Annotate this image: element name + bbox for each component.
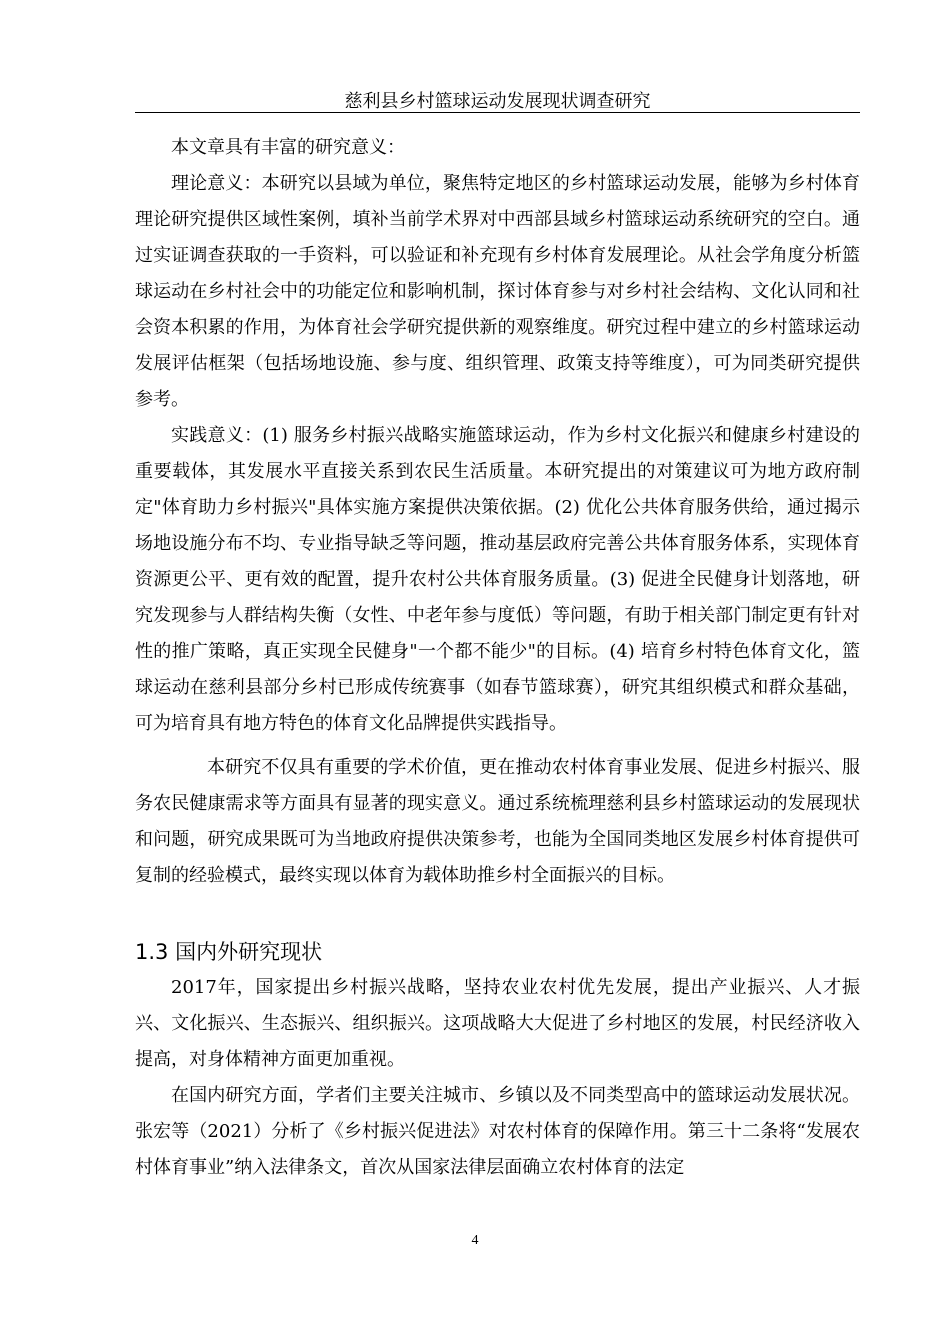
paragraph-summary: 本研究不仅具有重要的学术价值，更在推动农村体育事业发展、促进乡村振兴、服务农民健康需求等方面具有显著的现实意义。通过系统梳理慈利县乡村篮球运动的发展现状和问题，研究成果既可为当地政府提供决策参考，也能为全国同类地区发展乡村体育提供可复制的经验模式，最终实现以体育为载体助推乡村全面振兴的目标。 (135, 757, 860, 886)
running-header: 慈利县乡村篮球运动发展现状调查研究 (344, 91, 651, 112)
paragraph-policy-background: 2017年，国家提出乡村振兴战略，坚持农业农村优先发展，提出产业振兴、人才振兴、文化振兴、生态振兴、组织振兴。这项战略大大促进了乡村地区的发展，村民经济收入提高，对身体精神方面更加重视。 (135, 977, 860, 1070)
body-text (135, 130, 860, 894)
header-rule (135, 112, 860, 113)
paragraph-practical-significance: 实践意义：(1) 服务乡村振兴战略实施篮球运动，作为乡村文化振兴和健康乡村建设的重要载体，其发展水平直接关系到农民生活质量。本研究提出的对策建议可为地方政府制定"体育助力乡村振兴"具体实施方案提供决策依据。(2) 优化公共体育服务供给，通过揭示场地设施分布不均、专业指导缺乏等问题，推动基层政府完善公共体育服务体系，实现体育资源更公平、更有效的配置，提升农村公共体育服务质量。(3) 促进全民健身计划落地，研究发现参与人群结构失衡（女性、中老年参与度低）等问题，有助于相关部门制定更有针对性的推广策略，真正实现全民健身"一个都不能少"的目标。(4) 培育乡村特色体育文化，篮球运动在慈利县部分乡村已形成传统赛事（如春节篮球赛），研究其组织模式和群众基础，可为培育具有地方特色的体育文化品牌提供实践指导。 (135, 425, 860, 734)
section-heading: 1.3 国内外研究现状 (135, 940, 323, 964)
page-number: 4 (471, 1233, 479, 1248)
section-body-text (135, 970, 860, 1186)
paragraph-theoretical-significance: 理论意义：本研究以县域为单位，聚焦特定地区的乡村篮球运动发展，能够为乡村体育理论研究提供区域性案例，填补当前学术界对中西部县域乡村篮球运动系统研究的空白。通过实证调查获取的一手资料，可以验证和补充现有乡村体育发展理论。从社会学角度分析篮球运动在乡村社会中的功能定位和影响机制，探讨体育参与对乡村社会结构、文化认同和社会资本积累的作用，为体育社会学研究提供新的观察维度。研究过程中建立的乡村篮球运动发展评估框架（包括场地设施、参与度、组织管理、政策支持等维度），可为同类研究提供参考。 (135, 173, 860, 410)
paragraph-intro: 本文章具有丰富的研究意义： (171, 137, 405, 158)
paragraph-domestic-research: 在国内研究方面，学者们主要关注城市、乡镇以及不同类型高中的篮球运动发展状况。张宏等（2021）分析了《乡村振兴促进法》对农村体育的保障作用。第三十二条将“发展农村体育事业”纳入法律条文，首次从国家法律层面确立农村体育的法定 (135, 1085, 860, 1178)
